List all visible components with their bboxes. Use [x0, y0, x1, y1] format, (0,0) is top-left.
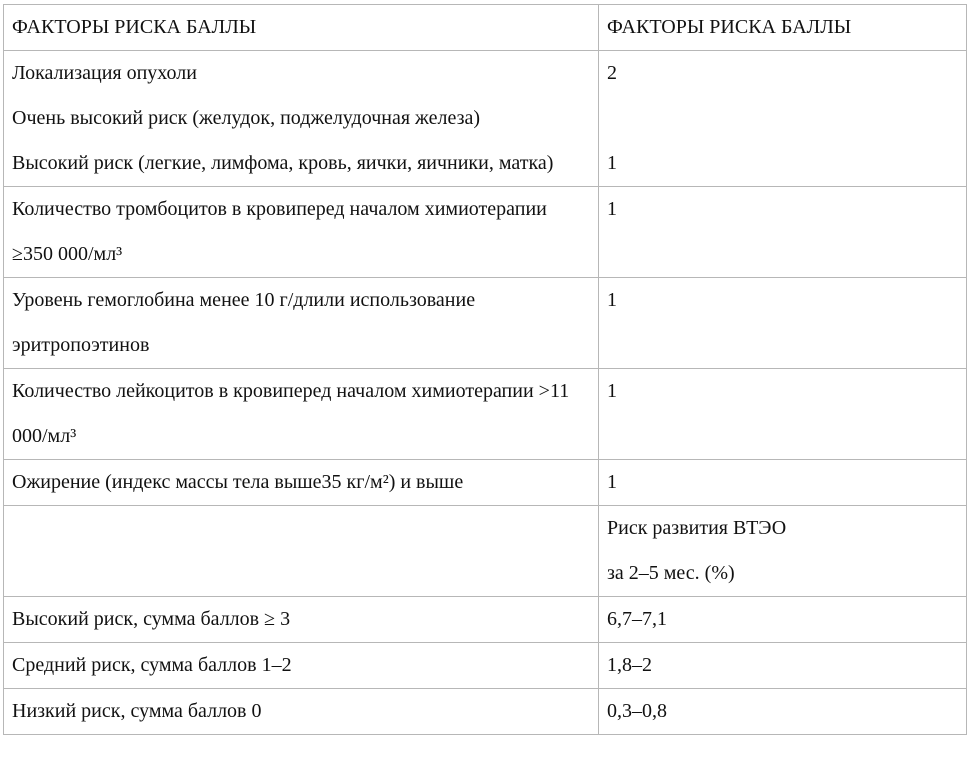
score-cell: 1	[599, 278, 967, 369]
score-cell: 1,8–2	[599, 643, 967, 689]
factor-cell: Уровень гемоглобина менее 10 г/длили использование эритропоэтинов	[4, 278, 599, 369]
score-line-empty	[607, 96, 958, 141]
table-row-leukocytes	[4, 369, 967, 460]
table-header-row	[4, 5, 967, 51]
score-line-very-high: 2	[607, 62, 617, 84]
factor-cell: Низкий риск, сумма баллов 0	[4, 689, 599, 735]
factor-cell: Высокий риск, сумма баллов ≥ 3	[4, 597, 599, 643]
factor-cell: Ожирение (индекс массы тела выше35 кг/м²) и выше	[4, 460, 599, 506]
score-cell: 0,3–0,8	[599, 689, 967, 735]
table-row-vte-risk-header	[4, 506, 967, 597]
score-cell	[599, 51, 967, 187]
factor-cell: Количество лейкоцитов в кровиперед началом химиотерапии >11 000/мл³	[4, 369, 599, 460]
risk-factors-table	[3, 4, 967, 735]
table-row-low-risk	[4, 689, 967, 735]
table-row-platelets	[4, 187, 967, 278]
factor-cell: Средний риск, сумма баллов 1–2	[4, 643, 599, 689]
score-cell: 1	[599, 460, 967, 506]
table-row-tumor-localization	[4, 51, 967, 187]
table-row-high-risk	[4, 597, 967, 643]
score-cell: 1	[599, 187, 967, 278]
score-line-high: 1	[607, 152, 617, 174]
table-row-obesity	[4, 460, 967, 506]
vte-risk-label: Риск развития ВТЭО	[607, 517, 787, 539]
table-row-medium-risk	[4, 643, 967, 689]
score-cell: 6,7–7,1	[599, 597, 967, 643]
header-factors-col1: ФАКТОРЫ РИСКА БАЛЛЫ	[4, 5, 599, 51]
factor-line-high-risk: Высокий риск (легкие, лимфома, кровь, яички, яичники, матка)	[12, 152, 554, 174]
table-row-hemoglobin	[4, 278, 967, 369]
header-factors-col2: ФАКТОРЫ РИСКА БАЛЛЫ	[599, 5, 967, 51]
vte-period-label: за 2–5 мес. (%)	[607, 562, 735, 584]
score-cell	[599, 506, 967, 597]
factor-cell	[4, 51, 599, 187]
factor-line-very-high-risk: Очень высокий риск (желудок, поджелудочная железа)	[12, 107, 481, 129]
factor-cell-empty	[4, 506, 599, 597]
factor-cell: Количество тромбоцитов в кровиперед началом химиотерапии ≥350 000/мл³	[4, 187, 599, 278]
score-cell: 1	[599, 369, 967, 460]
factor-line-localization: Локализация опухоли	[12, 62, 197, 84]
